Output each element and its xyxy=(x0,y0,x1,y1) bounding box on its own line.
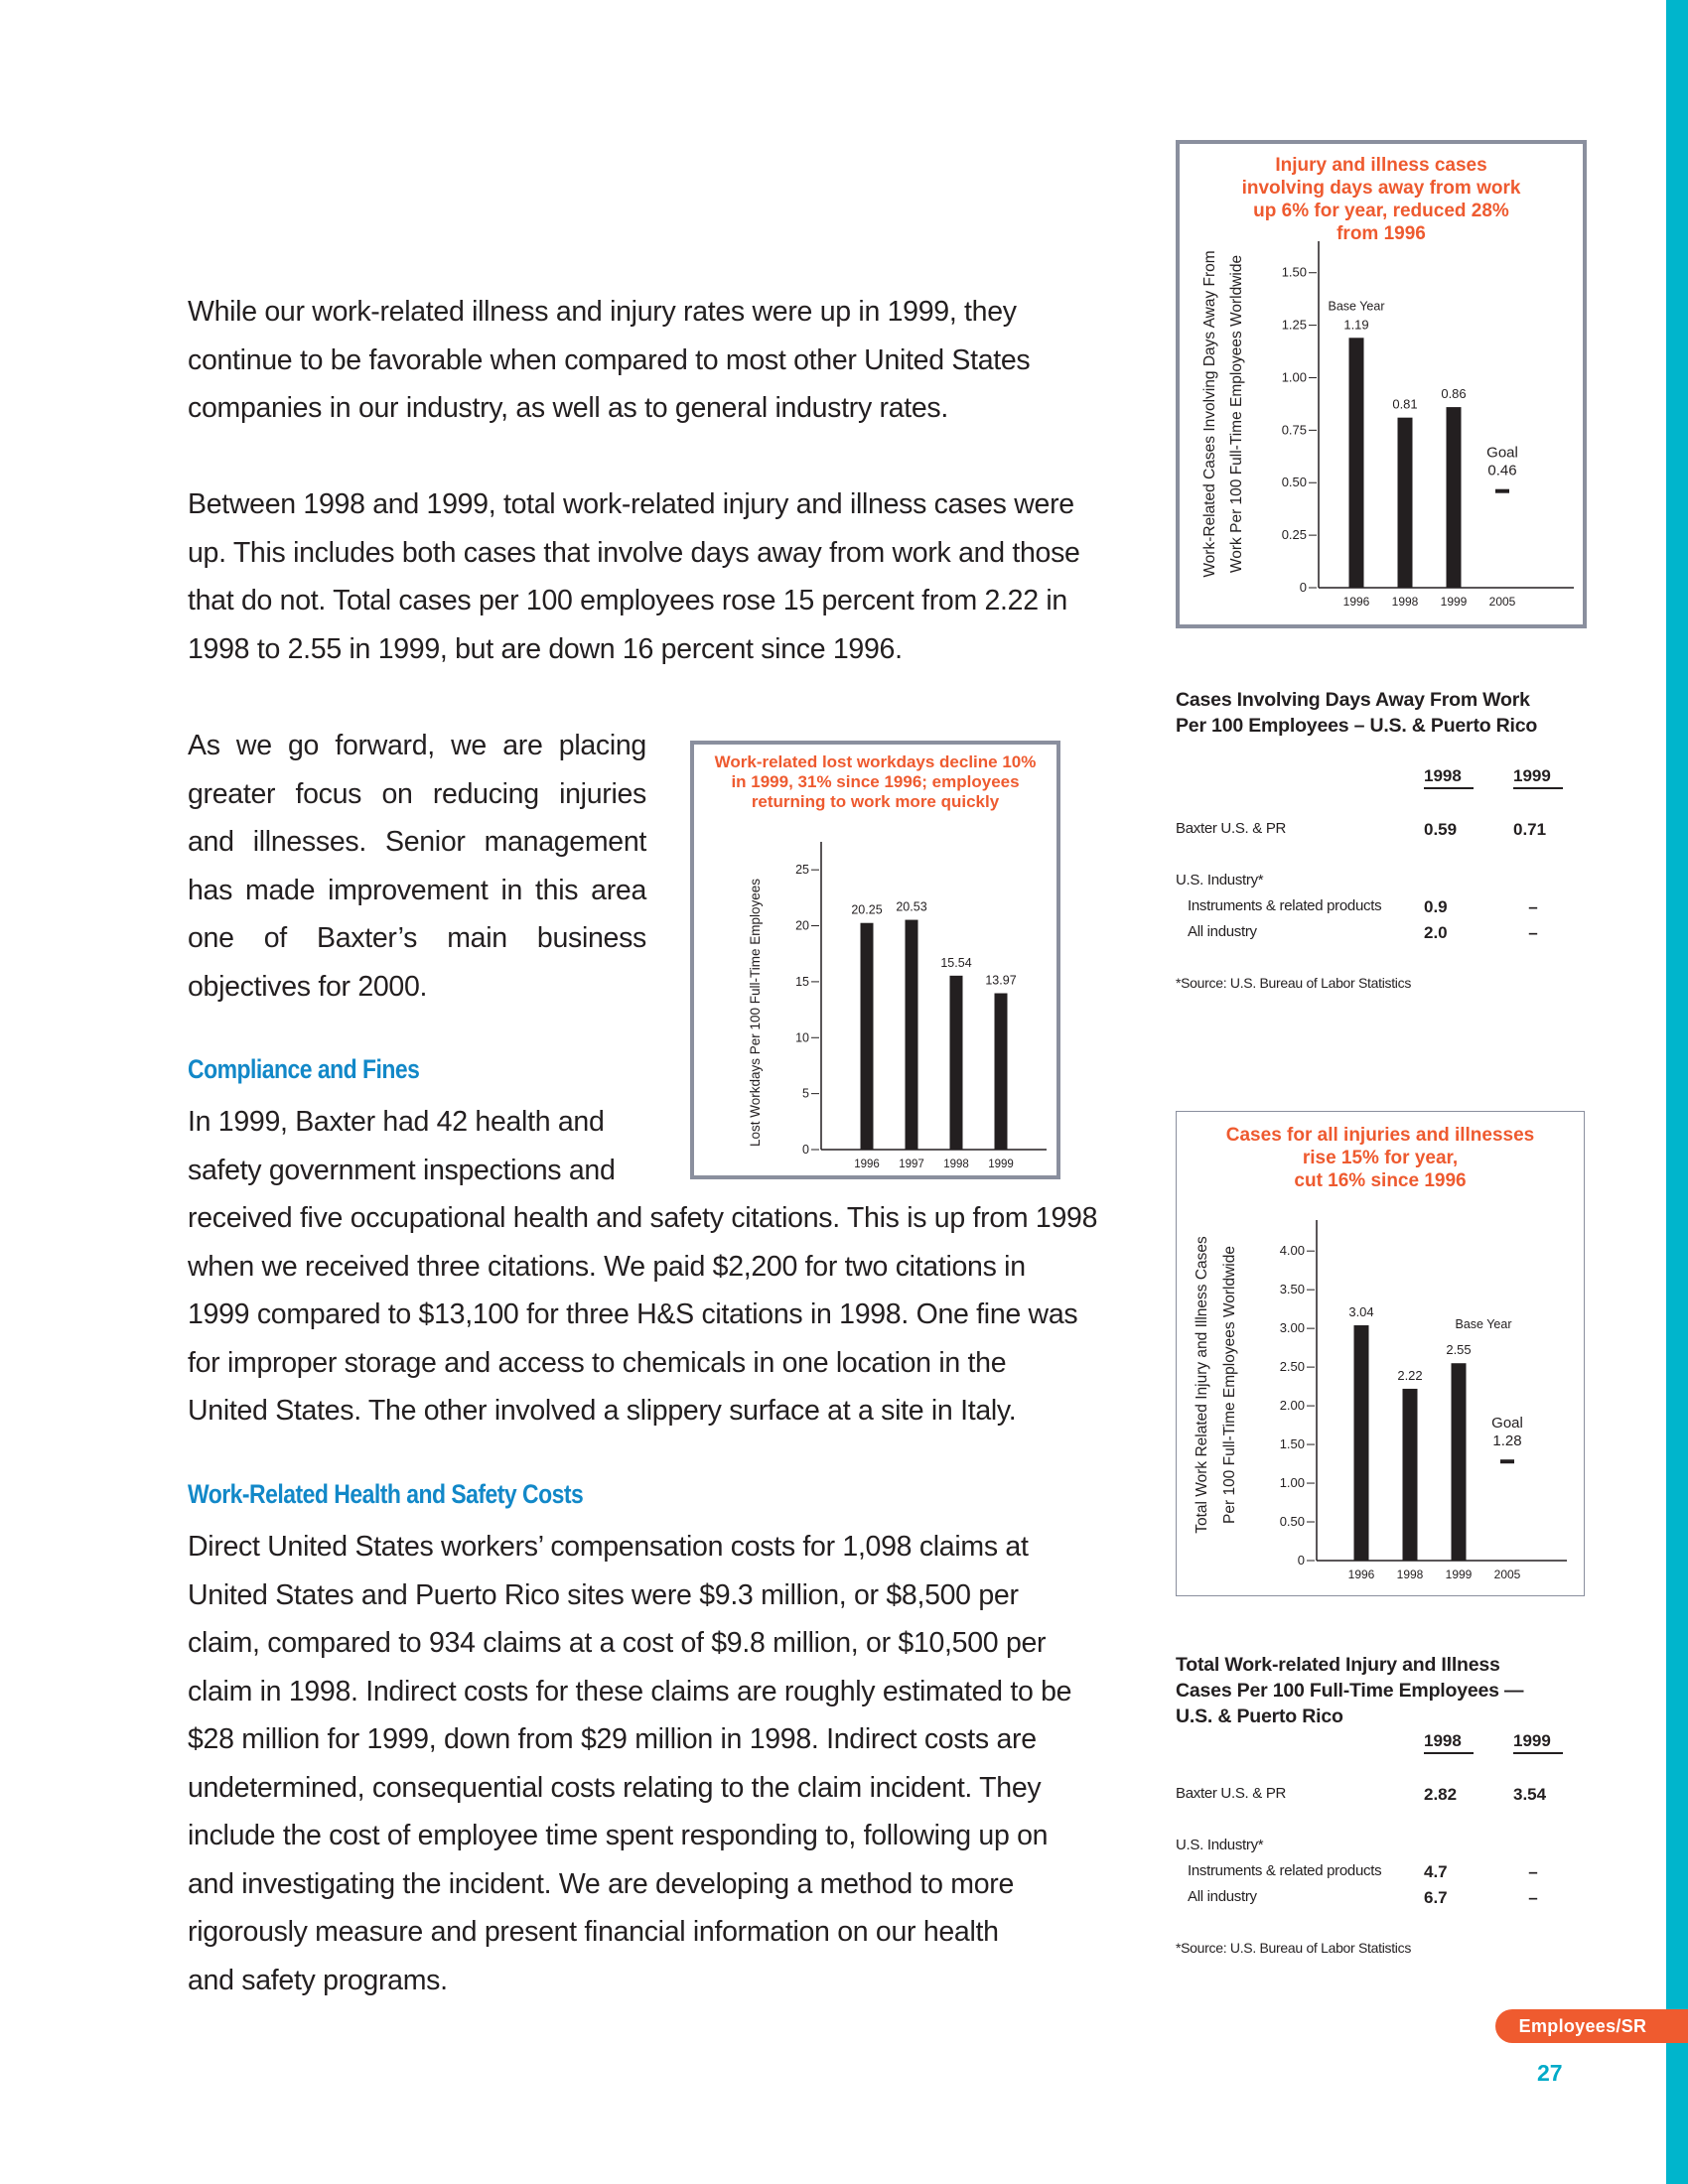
y-tick-label: 0 xyxy=(802,1143,809,1157)
paragraph-going-forward xyxy=(188,722,646,1011)
x-tick-label: 1998 xyxy=(1391,595,1419,609)
y-tick-label: 1.50 xyxy=(1281,264,1307,280)
table-row xyxy=(1176,872,1593,893)
text-line: As we go forward, we are placing xyxy=(188,730,646,761)
row-label: U.S. Industry* xyxy=(1176,872,1264,888)
bar-1998 xyxy=(1398,418,1413,588)
table-row xyxy=(1176,923,1593,945)
text-line: companies in our industry, as well as to general industry rates. xyxy=(188,392,948,424)
table-footnote xyxy=(1176,975,1593,997)
bar-value-label: 15.54 xyxy=(940,955,972,970)
goal-marker xyxy=(1495,489,1509,493)
table-title-line: Cases Per 100 Full-Time Employees — xyxy=(1176,1680,1524,1702)
base-year-annotation: Base Year xyxy=(1328,299,1385,314)
table-title-line: Per 100 Employees – U.S. & Puerto Rico xyxy=(1176,715,1538,737)
y-tick-label: 20 xyxy=(795,918,809,933)
y-tick-label: 3.00 xyxy=(1279,1320,1305,1336)
text-line: and investigating the incident. We are developing a method to more xyxy=(188,1867,1015,1900)
bar-value-label: 3.04 xyxy=(1348,1304,1374,1320)
table-title-line: Total Work-related Injury and Illness xyxy=(1176,1654,1500,1676)
chart-title-line: Work-related lost workdays decline 10% xyxy=(714,752,1037,771)
chart-title-line: rise 15% for year, xyxy=(1302,1148,1459,1168)
table-total-cases-us-pr xyxy=(1176,1652,1593,1979)
bar-1997 xyxy=(906,920,918,1150)
bar-value-label: 13.97 xyxy=(985,973,1017,988)
section-tab-employees-sr: Employees/SR xyxy=(1495,2009,1688,2043)
chart-plot xyxy=(694,745,1056,1175)
row-label: Baxter U.S. & PR xyxy=(1176,1785,1287,1802)
x-tick-label: 2005 xyxy=(1488,595,1516,609)
bar-1999 xyxy=(995,994,1008,1150)
y-tick-label: 0 xyxy=(1297,1553,1305,1568)
table-row xyxy=(1176,1837,1593,1858)
table-row xyxy=(1176,820,1593,842)
row-label: U.S. Industry* xyxy=(1176,1837,1264,1853)
text-line: rigorously measure and present financial information on our health xyxy=(188,1916,999,1948)
footnote-text: *Source: U.S. Bureau of Labor Statistics xyxy=(1176,975,1412,991)
text-line: Between 1998 and 1999, total work-related injury and illness cases were xyxy=(188,488,1074,520)
cell-value: 2.0 xyxy=(1424,923,1448,942)
chart-title-line: Injury and illness cases xyxy=(1275,155,1487,176)
y-tick-label: 10 xyxy=(795,1030,809,1045)
bar-1996 xyxy=(1349,338,1364,588)
footnote-text: *Source: U.S. Bureau of Labor Statistics xyxy=(1176,1940,1412,1956)
chart-days-away-worldwide xyxy=(1176,140,1587,628)
y-tick-label: 1.25 xyxy=(1281,317,1307,333)
text-line: While our work-related illness and injury rates were up in 1999, they xyxy=(188,296,1017,328)
y-tick-label: 25 xyxy=(795,863,809,878)
cell-value: – xyxy=(1528,1862,1538,1881)
cell-value: – xyxy=(1528,923,1538,942)
bar-1996 xyxy=(1354,1325,1369,1561)
x-tick-label: 1997 xyxy=(899,1159,924,1170)
paragraph-compliance xyxy=(188,1194,1141,1435)
chart-plot xyxy=(1180,144,1583,624)
chart-title-line: cut 16% since 1996 xyxy=(1294,1170,1467,1191)
text-line: United States. The other involved a slippery surface at a site in Italy. xyxy=(188,1395,1017,1427)
chart-title-line: involving days away from work xyxy=(1241,178,1521,199)
cell-value: 3.54 xyxy=(1513,1785,1547,1804)
x-tick-label: 1999 xyxy=(1445,1568,1473,1581)
bar-1999 xyxy=(1452,1363,1467,1561)
x-tick-label: 2005 xyxy=(1493,1568,1521,1581)
bar-1998 xyxy=(1403,1389,1418,1561)
bar-1996 xyxy=(861,923,874,1150)
table-title xyxy=(1176,687,1593,739)
text-line: received five occupational health and safety citations. This is up from 1998 xyxy=(188,1202,1098,1234)
y-tick-label: 15 xyxy=(795,974,809,989)
y-tick-label: 2.00 xyxy=(1279,1398,1305,1414)
text-line: and safety programs. xyxy=(188,1964,448,1996)
cell-value: 4.7 xyxy=(1424,1862,1448,1881)
y-axis-label: Lost Workdays Per 100 Full-Time Employees xyxy=(748,878,763,1148)
chart-title-line: in 1999, 31% since 1996; employees xyxy=(731,772,1020,791)
table-days-away-us-pr xyxy=(1176,687,1593,1005)
y-tick-label: 0.50 xyxy=(1279,1514,1305,1530)
y-axis-label: Work-Related Cases Involving Days Away From xyxy=(1201,250,1218,578)
chart-all-cases-worldwide xyxy=(1176,1111,1585,1596)
text-line: for improper storage and access to chemicals in one location in the xyxy=(188,1346,1007,1379)
paragraph-compliance-narrow xyxy=(188,1098,646,1194)
y-tick-label: 3.50 xyxy=(1279,1282,1305,1297)
y-tick-label: 4.00 xyxy=(1279,1243,1305,1259)
cell-value: – xyxy=(1528,1888,1538,1907)
table-title-line: Cases Involving Days Away From Work xyxy=(1176,689,1530,711)
text-line: include the cost of employee time spent responding to, following up on xyxy=(188,1820,1049,1851)
x-tick-label: 1998 xyxy=(1396,1568,1424,1581)
page-number: 27 xyxy=(1537,2060,1563,2086)
column-header: 1998 xyxy=(1424,1731,1474,1754)
row-label: All industry xyxy=(1188,1888,1257,1905)
text-line: up. This includes both cases that involve days away from work and those xyxy=(188,536,1080,569)
chart-title-line: from 1996 xyxy=(1336,223,1426,244)
table-header-row xyxy=(1176,1731,1593,1753)
table-row xyxy=(1176,897,1593,919)
goal-value-label: 1.28 xyxy=(1492,1433,1522,1450)
table-row xyxy=(1176,1862,1593,1884)
text-line: continue to be favorable when compared to most other United States xyxy=(188,343,1031,376)
text-line: safety government inspections and xyxy=(188,1154,616,1186)
x-tick-label: 1999 xyxy=(988,1159,1014,1170)
chart-title-line: returning to work more quickly xyxy=(751,792,1000,811)
row-label: Baxter U.S. & PR xyxy=(1176,820,1287,837)
text-line: that do not. Total cases per 100 employees rose 15 percent from 2.22 in xyxy=(188,585,1067,616)
text-line: $28 million for 1999, down from $29 million in 1998. Indirect costs are xyxy=(188,1723,1037,1755)
y-tick-label: 2.50 xyxy=(1279,1359,1305,1375)
chart-title-line: up 6% for year, reduced 28% xyxy=(1253,201,1509,221)
y-tick-label: 1.50 xyxy=(1279,1436,1305,1452)
base-year-annotation: Base Year xyxy=(1455,1317,1512,1332)
cell-value: 0.59 xyxy=(1424,820,1458,839)
heading-health-safety-costs: Work-Related Health and Safety Costs xyxy=(188,1479,584,1509)
column-header: 1998 xyxy=(1424,766,1474,789)
chart-lost-workdays xyxy=(690,741,1060,1179)
table-footnote xyxy=(1176,1940,1593,1962)
chart-title-line: Cases for all injuries and illnesses xyxy=(1225,1125,1535,1146)
text-line: one of Baxter’s main business xyxy=(188,922,646,954)
text-line: when we received three citations. We paid $2,200 for two citations in xyxy=(188,1250,1026,1283)
text-line: Direct United States workers’ compensation costs for 1,098 claims at xyxy=(188,1531,1029,1563)
column-header: 1999 xyxy=(1513,1731,1563,1754)
row-label: All industry xyxy=(1188,923,1257,940)
cell-value: – xyxy=(1528,897,1538,916)
y-tick-label: 0.50 xyxy=(1281,475,1307,490)
paragraph-total-cases xyxy=(188,480,1141,673)
bar-value-label: 0.81 xyxy=(1392,396,1418,412)
goal-marker xyxy=(1500,1459,1514,1463)
table-row xyxy=(1176,1888,1593,1910)
bar-value-label: 20.25 xyxy=(851,902,883,917)
bar-value-label: 1.19 xyxy=(1343,317,1369,333)
row-label: Instruments & related products xyxy=(1188,1862,1382,1879)
bar-1999 xyxy=(1447,407,1462,588)
text-line: United States and Puerto Rico sites were $9.3 million, or $8,500 per xyxy=(188,1578,1019,1611)
paragraph-costs xyxy=(188,1523,1141,2004)
side-accent-bar xyxy=(1666,0,1688,2184)
y-axis-label: Total Work Related Injury and Illness Cases xyxy=(1194,1236,1210,1534)
y-tick-label: 5 xyxy=(802,1086,809,1101)
y-axis-label: Work Per 100 Full-Time Employees Worldwide xyxy=(1228,254,1245,574)
x-tick-label: 1996 xyxy=(1347,1568,1375,1581)
bar-value-label: 2.55 xyxy=(1446,1342,1472,1358)
text-line: and illnesses. Senior management xyxy=(188,826,646,858)
x-tick-label: 1996 xyxy=(1342,595,1370,609)
text-line: greater focus on reducing injuries xyxy=(188,777,646,810)
cell-value: 2.82 xyxy=(1424,1785,1458,1804)
bar-value-label: 0.86 xyxy=(1441,386,1467,402)
text-line: undetermined, consequential costs relating to the claim incident. They xyxy=(188,1771,1042,1804)
table-title xyxy=(1176,1652,1593,1729)
text-line: claim in 1998. Indirect costs for these claims are roughly estimated to be xyxy=(188,1675,1072,1707)
text-line: In 1999, Baxter had 42 health and xyxy=(188,1106,605,1138)
text-line: 1998 to 2.55 in 1999, but are down 16 percent since 1996. xyxy=(188,632,903,665)
cell-value: 6.7 xyxy=(1424,1888,1448,1907)
goal-label: Goal xyxy=(1491,1415,1523,1433)
x-tick-label: 1996 xyxy=(854,1159,880,1170)
row-label: Instruments & related products xyxy=(1188,897,1382,914)
chart-plot xyxy=(1177,1112,1583,1594)
table-header-row xyxy=(1176,766,1593,788)
text-line: objectives for 2000. xyxy=(188,970,428,1003)
bar-value-label: 2.22 xyxy=(1397,1367,1423,1383)
heading-compliance-and-fines: Compliance and Fines xyxy=(188,1054,420,1084)
text-line: 1999 compared to $13,100 for three H&S citations in 1998. One fine was xyxy=(188,1298,1078,1330)
bar-1998 xyxy=(950,976,963,1150)
bar-value-label: 20.53 xyxy=(896,899,927,914)
column-header: 1999 xyxy=(1513,766,1563,789)
x-tick-label: 1999 xyxy=(1440,595,1468,609)
paragraph-intro xyxy=(188,288,1141,433)
cell-value: 0.9 xyxy=(1424,897,1448,916)
cell-value: 0.71 xyxy=(1513,820,1547,839)
text-line: has made improvement in this area xyxy=(188,874,646,906)
y-tick-label: 1.00 xyxy=(1281,369,1307,385)
y-tick-label: 1.00 xyxy=(1279,1475,1305,1491)
goal-label: Goal xyxy=(1486,444,1518,462)
table-row xyxy=(1176,1785,1593,1807)
x-tick-label: 1998 xyxy=(943,1159,969,1170)
goal-value-label: 0.46 xyxy=(1487,462,1517,479)
y-axis-label: Per 100 Full-Time Employees Worldwide xyxy=(1221,1246,1238,1524)
y-tick-label: 0 xyxy=(1299,580,1307,595)
text-line: claim, compared to 934 claims at a cost of $9.8 million, or $10,500 per xyxy=(188,1627,1047,1659)
y-tick-label: 0.75 xyxy=(1281,422,1307,438)
table-title-line: U.S. & Puerto Rico xyxy=(1176,1706,1343,1727)
y-tick-label: 0.25 xyxy=(1281,527,1307,543)
